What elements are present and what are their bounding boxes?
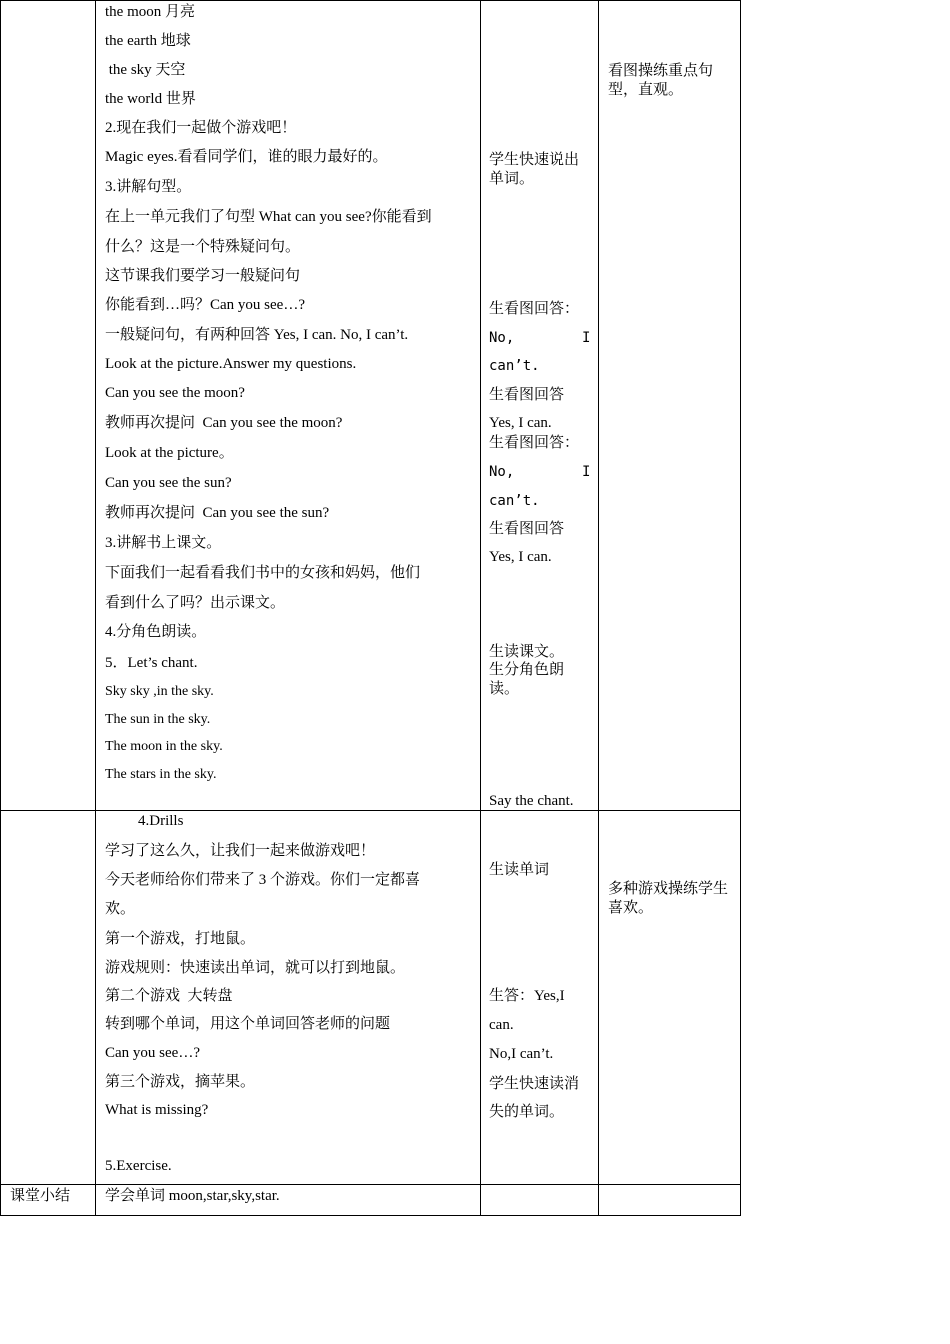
student-missing: 失的单词。: [489, 1104, 565, 1120]
student-answer: No,: [489, 330, 515, 346]
content-line: Look at the picture.Answer my questions.: [105, 356, 357, 372]
content-line: The sun in the sky.: [105, 712, 211, 727]
table-divider-3: [598, 0, 599, 1216]
table-border-left: [0, 0, 1, 1216]
table-border-right: [740, 0, 741, 1216]
student-read-text: 生读课文。: [489, 644, 565, 660]
row1-purpose-cell: 看图操练重点句型，直观。: [608, 63, 714, 98]
content-line: Look at the picture。: [105, 445, 234, 461]
content-line: 教师再次提问 Can you see the sun?: [105, 505, 330, 521]
content-line: 你能看到…吗？Can you see…?: [105, 297, 305, 313]
student-answer: I: [582, 464, 591, 480]
table-divider-1: [95, 0, 96, 1216]
content-line: 3.讲解书上课文。: [105, 535, 222, 551]
student-answer: can.: [489, 1017, 514, 1033]
content-line: 学习了这么久，让我们一起来做游戏吧！: [105, 843, 376, 859]
content-line: Can you see…?: [105, 1045, 200, 1061]
content-line: 什么？这是一个特殊疑问句。: [105, 239, 301, 255]
content-line: 第一个游戏，打地鼠。: [105, 931, 256, 947]
content-line: 欢。: [105, 901, 136, 917]
student-answer: 生看图回答：: [489, 301, 580, 317]
content-line: 这节课我们要学习一般疑问句: [105, 268, 301, 284]
summary-content: 学会单词 moon,star,sky,star.: [105, 1188, 280, 1204]
content-line: 游戏规则：快速读出单词，就可以打到地鼠。: [105, 960, 406, 976]
student-answer: can’t.: [489, 493, 540, 509]
content-line: 4.分角色朗读。: [105, 624, 207, 640]
summary-label: 课堂小结: [10, 1188, 71, 1204]
student-answer: Yes, I can.: [489, 549, 552, 565]
content-line: 教师再次提问 Can you see the moon?: [105, 415, 343, 431]
content-line: 4.Drills: [138, 813, 184, 829]
student-answer: Yes, I can.: [489, 415, 552, 431]
content-line: 2.现在我们一起做个游戏吧！: [105, 120, 297, 136]
content-line: Can you see the moon?: [105, 385, 245, 401]
content-line: 第三个游戏，摘苹果。: [105, 1074, 256, 1090]
student-answer: 生看图回答：: [489, 435, 580, 451]
content-line: What is missing?: [105, 1102, 209, 1118]
content-line: 今天老师给你们带来了 3 个游戏。你们一定都喜: [105, 872, 421, 888]
student-answer: No,: [489, 464, 515, 480]
student-answer: can’t.: [489, 358, 540, 374]
row2-purpose-cell: 多种游戏操练学生喜欢。: [608, 881, 729, 916]
content-line: the earth 地球: [105, 33, 191, 49]
student-answer: I: [582, 330, 591, 346]
content-line: Magic eyes.看看同学们，谁的眼力最好的。: [105, 149, 388, 165]
content-line: 下面我们一起看看我们书中的女孩和妈妈，他们: [105, 565, 421, 581]
row-divider-2: [0, 1184, 741, 1185]
content-line: the world 世界: [105, 91, 196, 107]
content-line: the moon 月亮: [105, 4, 195, 20]
content-line: the sky 天空: [105, 62, 186, 78]
row-divider-1: [0, 810, 741, 811]
student-missing: 学生快速读消: [489, 1076, 580, 1092]
student-say-chant: Say the chant.: [489, 793, 574, 809]
content-line: 3.讲解句型。: [105, 179, 192, 195]
table-border-top: [0, 0, 741, 1]
content-line: 第二个游戏 大转盘: [105, 988, 233, 1004]
student-answer: 生看图回答: [489, 521, 565, 537]
student-read-words: 生读单词: [489, 862, 550, 878]
student-answer: 生看图回答: [489, 387, 565, 403]
content-line: 看到什么了吗？出示课文。: [105, 595, 286, 611]
student-say-words: 学生快速说出单词。: [489, 152, 580, 187]
content-line: The stars in the sky.: [105, 767, 217, 782]
content-line: Sky sky ,in the sky.: [105, 684, 214, 699]
content-line: 5.Exercise.: [105, 1158, 172, 1174]
content-line: The moon in the sky.: [105, 739, 223, 754]
student-answer: No,I can’t.: [489, 1046, 554, 1062]
content-line: Can you see the sun?: [105, 475, 232, 491]
student-role-read: 生分角色朗读。: [489, 662, 565, 697]
content-line: 转到哪个单词，用这个单词回答老师的问题: [105, 1016, 391, 1032]
table-divider-2: [480, 0, 481, 1216]
table-border-bottom: [0, 1215, 741, 1216]
student-answer: 生答：Yes,I: [489, 988, 565, 1004]
content-line: 在上一单元我们了句型 What can you see?你能看到: [105, 209, 432, 225]
content-line: 5．Let’s chant.: [105, 655, 198, 671]
content-line: 一般疑问句，有两种回答 Yes, I can. No, I can’t.: [105, 327, 409, 343]
